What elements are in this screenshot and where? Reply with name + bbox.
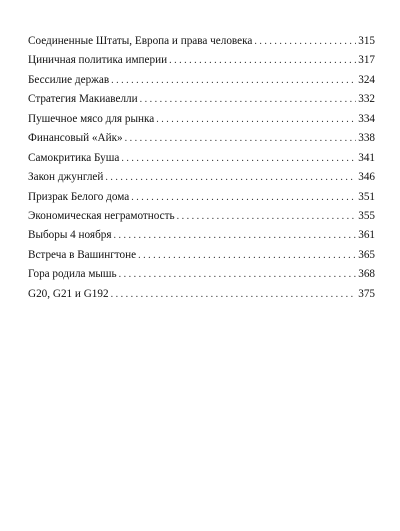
dot-leader — [131, 188, 356, 207]
toc-entry-page: 317 — [358, 54, 375, 67]
toc-entry — [28, 246, 375, 265]
toc-entry-title: Стратегия Макиавелли — [28, 93, 138, 106]
dot-leader — [169, 51, 356, 70]
dot-leader — [177, 207, 357, 226]
toc-entry — [28, 285, 375, 304]
dot-leader — [156, 110, 356, 129]
dot-leader — [111, 285, 357, 304]
toc-entry-page: 361 — [358, 229, 375, 242]
toc-entry-page: 332 — [358, 93, 375, 106]
dot-leader — [105, 168, 356, 187]
dot-leader — [138, 246, 356, 265]
toc-entry-title: Встреча в Вашингтоне — [28, 248, 137, 261]
toc-entry — [28, 226, 375, 245]
toc-entry — [28, 207, 375, 226]
toc-entry-title: Соединенные Штаты, Европа и права человека — [28, 35, 253, 47]
toc-entry — [28, 129, 375, 148]
dot-leader — [121, 149, 356, 168]
toc-entry-title: Пушечное мясо для рынка — [28, 112, 155, 125]
toc-entry-page: 351 — [358, 190, 375, 203]
dot-leader — [254, 32, 356, 51]
toc-entry-title: Самокритика Буша — [28, 151, 120, 164]
table-of-contents — [28, 32, 375, 304]
toc-entry-title: Выборы 4 ноября — [28, 229, 112, 242]
dot-leader — [125, 129, 357, 148]
toc-entry — [28, 32, 375, 51]
toc-entry — [28, 188, 375, 207]
toc-entry-title: G20, G21 и G192 — [28, 287, 109, 300]
toc-entry-title: Закон джунглей — [28, 171, 104, 184]
toc-entry — [28, 149, 375, 168]
toc-entry — [28, 265, 375, 284]
toc-entry-title: Бессилие держав — [28, 73, 110, 86]
dot-leader — [114, 226, 357, 245]
toc-entry — [28, 168, 375, 187]
dot-leader — [111, 71, 356, 90]
dot-leader — [140, 90, 357, 109]
toc-entry-title: Экономическая неграмотность — [28, 209, 175, 222]
toc-entry-title: Финансовый «Айк» — [28, 132, 123, 145]
toc-entry-page: 368 — [358, 268, 375, 281]
toc-entry-page: 341 — [358, 151, 375, 164]
toc-entry-page: 334 — [358, 112, 375, 125]
toc-entry-page: 375 — [358, 287, 375, 300]
dot-leader — [119, 265, 357, 284]
toc-entry-title: Циничная политика империи — [28, 54, 168, 67]
toc-entry-page: 346 — [358, 171, 375, 184]
toc-entry-title: Призрак Белого дома — [28, 190, 130, 203]
toc-entry-page: 355 — [358, 209, 375, 222]
toc-entry — [28, 90, 375, 109]
toc-entry-page: 324 — [358, 73, 375, 86]
toc-entry — [28, 71, 375, 90]
toc-entry-page: 338 — [358, 132, 375, 145]
toc-entry — [28, 110, 375, 129]
toc-entry-page: 315 — [358, 35, 375, 47]
toc-entry — [28, 51, 375, 70]
toc-entry-title: Гора родила мышь — [28, 268, 117, 281]
toc-entry-page: 365 — [358, 248, 375, 261]
